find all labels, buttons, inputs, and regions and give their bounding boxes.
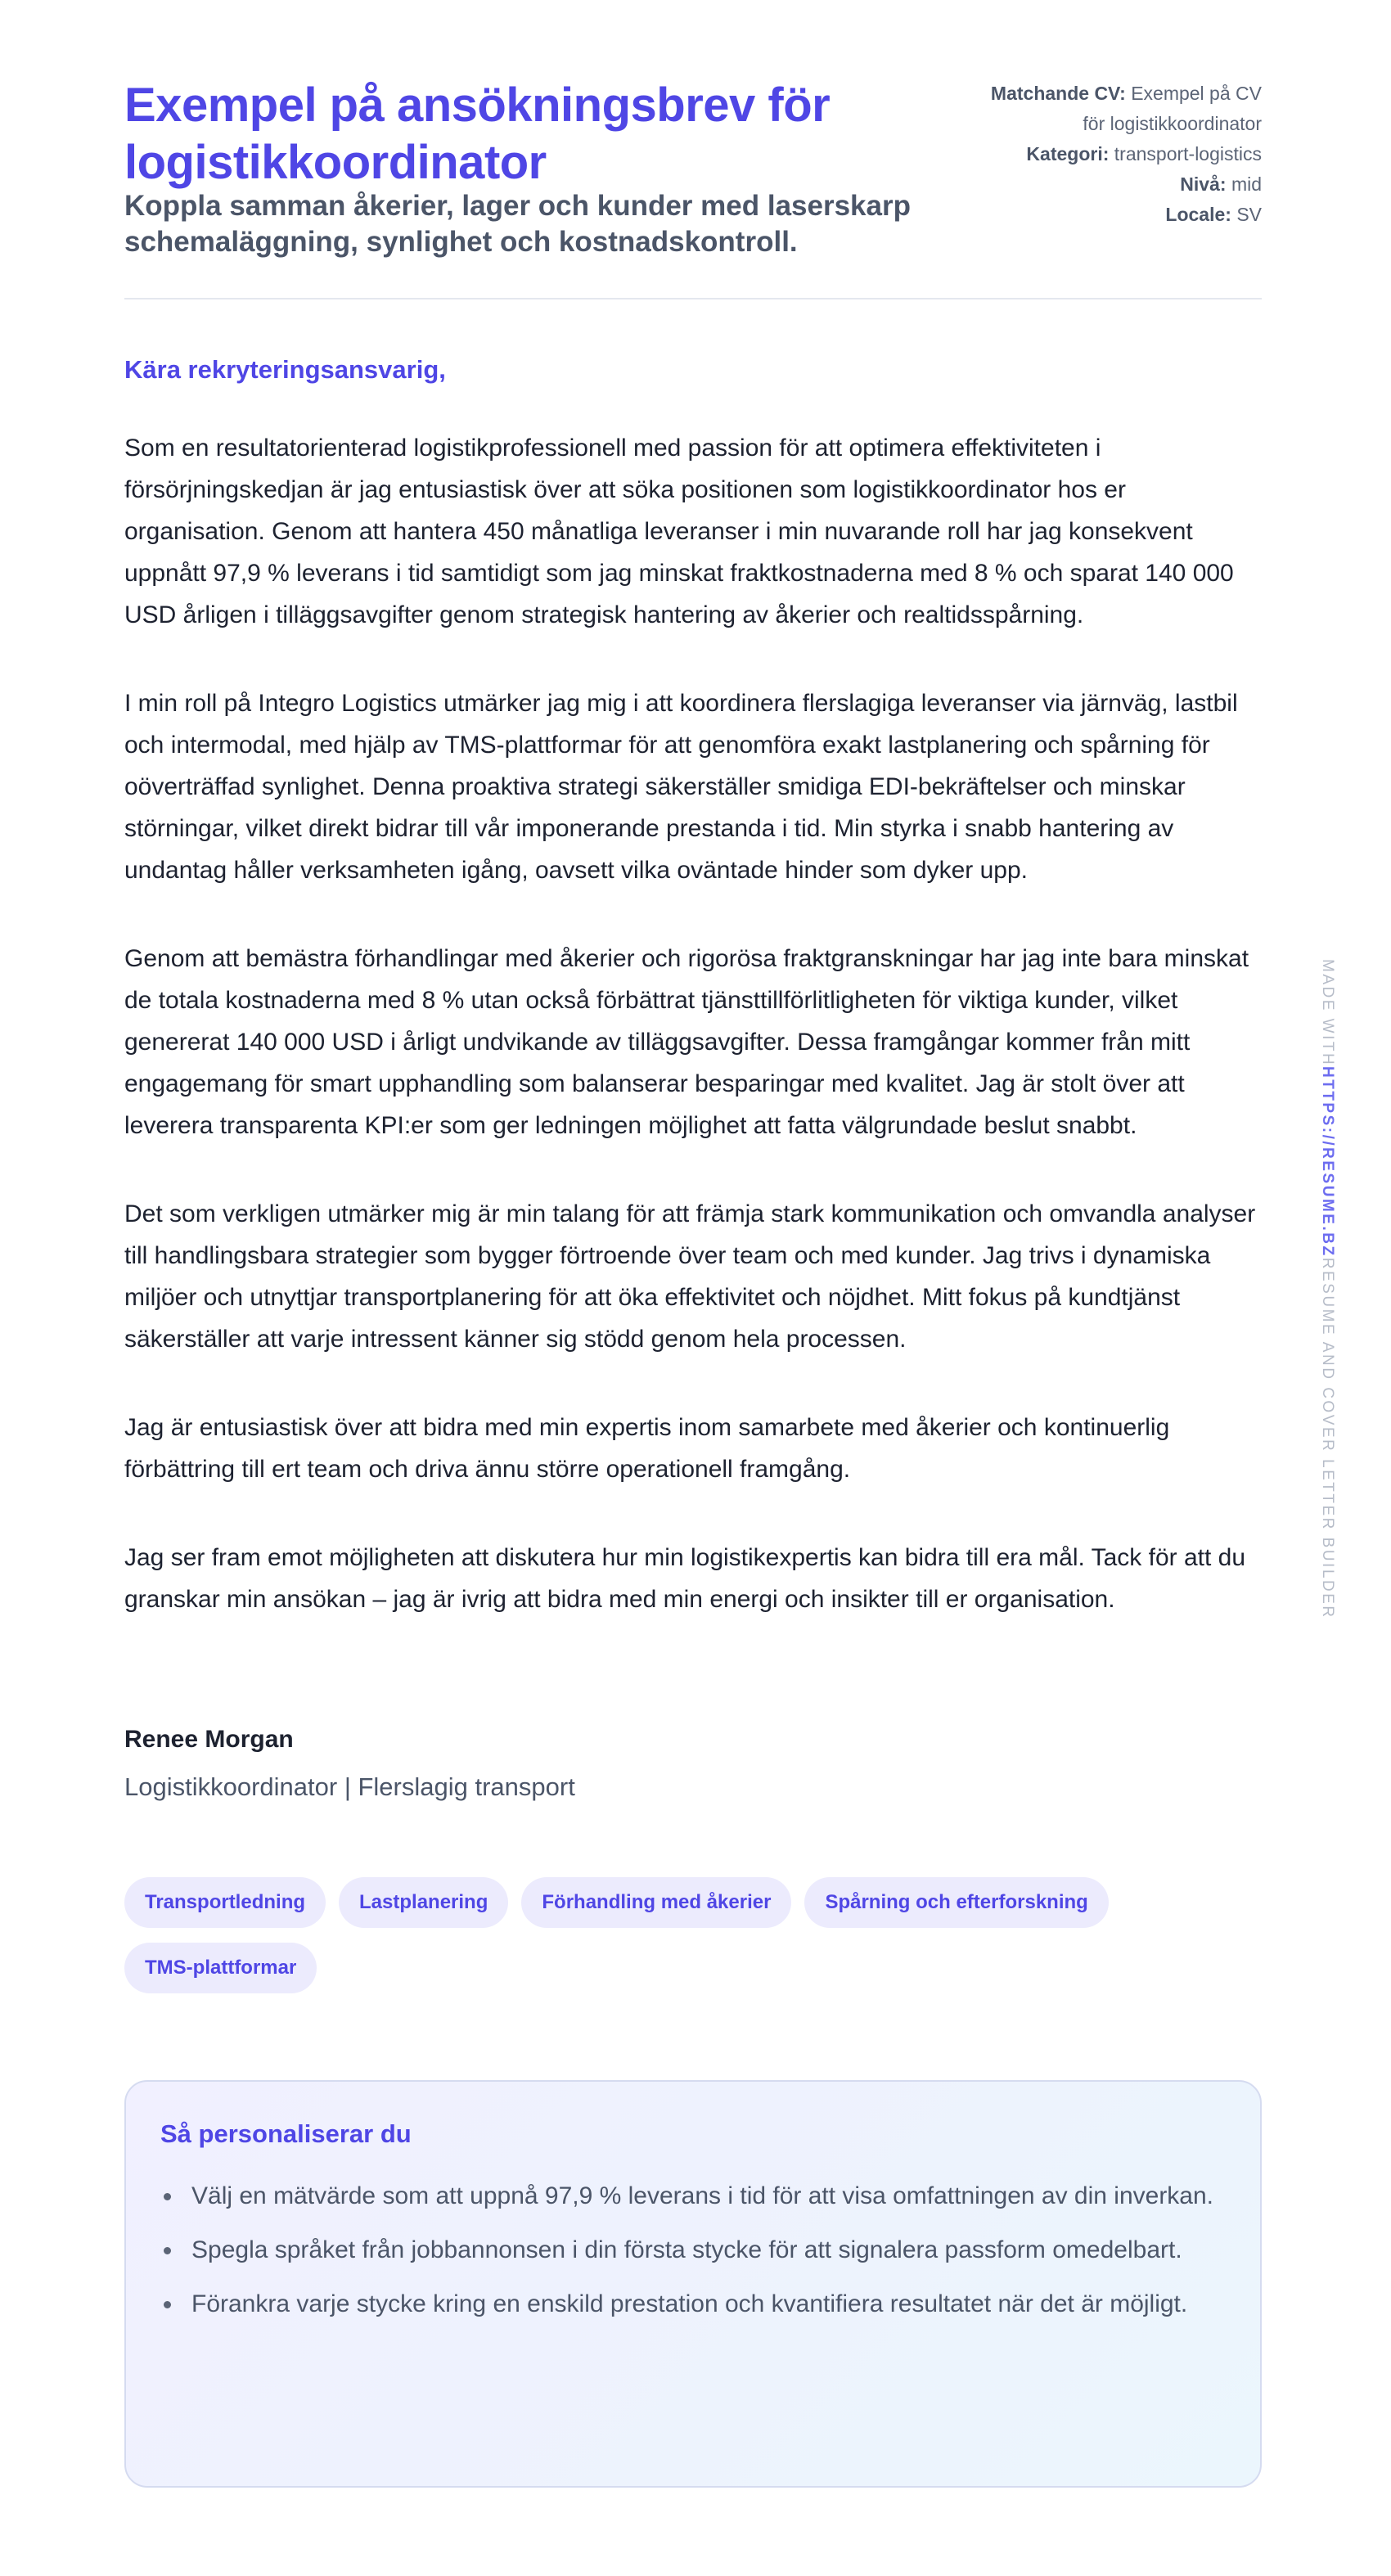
meta-level-label: Nivå: — [1180, 173, 1227, 195]
meta-cv-label: Matchande CV: — [990, 83, 1126, 104]
meta-level-value: mid — [1231, 173, 1262, 195]
skill-tags — [124, 1877, 1262, 1993]
meta-locale-value: SV — [1236, 204, 1262, 225]
skill-tag: Spårning och efterforskning — [804, 1877, 1108, 1928]
tips-list — [160, 2175, 1227, 2325]
meta-matching-cv — [967, 79, 1262, 139]
letter-greeting: Kära rekryteringsansvarig, — [124, 355, 446, 384]
tips-title: Så personaliserar du — [160, 2119, 412, 2148]
personalization-tips-box — [124, 2080, 1262, 2488]
skill-tag: Lastplanering — [339, 1877, 508, 1928]
letter-paragraph: Genom att bemästra förhandlingar med åkerier och rigorösa fraktgranskningar har jag inte bara minskat de totala kostnaderna med 8 % utan också förbättrat tjänsttillförlitligheten för viktiga kunder, vilket genererat 140 000 USD i årligt undvikande av tilläggsavgifter. Dessa framgångar kommer från mitt engagemang för smart upphandling som balanserar besparingar med kvalitet. Jag är stolt över att leverera transparenta KPI:er som ger ledningen möjlighet att fatta välgrundade beslut snabbt. — [124, 945, 1249, 1139]
page-header — [124, 77, 1262, 299]
meta-cv-value: Exempel på CV för logistikkoordinator — [1083, 83, 1262, 134]
letter-paragraph: Jag ser fram emot möjligheten att diskutera hur min logistikexpertis kan bidra till era mål. Tack för att du granskar min ansökan – jag är ivrig att bidra med min energi och insikter till er organisation. — [124, 1544, 1246, 1613]
signature-title: Logistikkoordinator | Flerslagig transport — [124, 1772, 575, 1801]
letter-paragraph: Det som verkligen utmärker mig är min talang för att främja stark kommunikation och omvandla analyser till handlingsbara strategier som bygger förtroende över team och med kunder. Jag trivs i dynamiska miljöer och utnyttjar transportplanering för att öka effektivitet och nöjdhet. Mitt fokus på kundtjänst säkerställer att varje intressent känner sig stödd genom hela processen. — [124, 1200, 1256, 1353]
meta-level — [967, 169, 1262, 200]
tip-item: Spegla språket från jobbannonsen i din första stycke för att signalera passform omedelbart. — [191, 2229, 1227, 2271]
letter-paragraph: Jag är entusiastisk över att bidra med min expertis inom samarbete med åkerier och kontinuerlig förbättring till ert team och driva ännu större operationell framgång. — [124, 1414, 1170, 1483]
signature-block — [124, 1720, 943, 1807]
signature-name: Renee Morgan — [124, 1726, 294, 1753]
letter-paragraph: I min roll på Integro Logistics utmärker jag mig i att koordinera flerslagiga leveranser via järnväg, lastbil och intermodal, med hjälp av TMS-plattformar för att genomföra exakt lastplanering och spårning för oöverträffad synlighet. Denna proaktiva strategi säkerställer smidiga EDI-bekräftelser och minskar störningar, vilket direkt bidrar till vår imponerande prestanda i tid. Min styrka i snabb hantering av undantag håller verksamheten igång, oavsett vilka oväntade hinder som dyker upp. — [124, 690, 1238, 884]
skill-tag: Förhandling med åkerier — [521, 1877, 791, 1928]
credit-suffix: RESUME AND COVER LETTER BUILDER — [1319, 1257, 1336, 1619]
meta-locale-label: Locale: — [1165, 204, 1231, 225]
page-title: Exempel på ansökningsbrev för logistikkoordinator — [124, 79, 831, 189]
skill-tag: TMS-plattformar — [124, 1943, 317, 1993]
letter-paragraph: Som en resultatorienterad logistikprofessionell med passion för att optimera effektiviteten i försörjningskedjan är jag entusiastisk över att söka positionen som logistikkoordinator hos er organisation. Genom att hantera 450 månatliga leveranser i min nuvarande roll har jag konsekvent uppnått 97,9 % leverans i tid samtidigt som jag minskat fraktkostnaderna med 8 % och sparat 140 000 USD årligen i tilläggsavgifter genom strategisk hantering av åkerier och realtidsspårning. — [124, 435, 1234, 628]
tip-item: Förankra varje stycke kring en enskild prestation och kvantifiera resultatet när det är möjligt. — [191, 2283, 1227, 2325]
letter-body — [124, 350, 1270, 1667]
tip-item: Välj en mätvärde som att uppnå 97,9 % leverans i tid för att visa omfattningen av din inverkan. — [191, 2175, 1227, 2217]
credit-prefix: MADE WITH — [1319, 959, 1336, 1067]
skill-tag: Transportledning — [124, 1877, 326, 1928]
meta-info — [967, 79, 1262, 230]
meta-category-label: Kategori: — [1026, 143, 1110, 164]
credit-link[interactable]: HTTPS://RESUME.BZ — [1319, 1066, 1336, 1258]
meta-category — [967, 139, 1262, 169]
meta-locale — [967, 200, 1262, 230]
side-credit — [1311, 959, 1344, 1622]
meta-category-value: transport-logistics — [1114, 143, 1262, 164]
page-subtitle: Koppla samman åkerier, lager och kunder med laserskarp schemaläggning, synlighet och kostnadskontroll. — [124, 190, 911, 258]
